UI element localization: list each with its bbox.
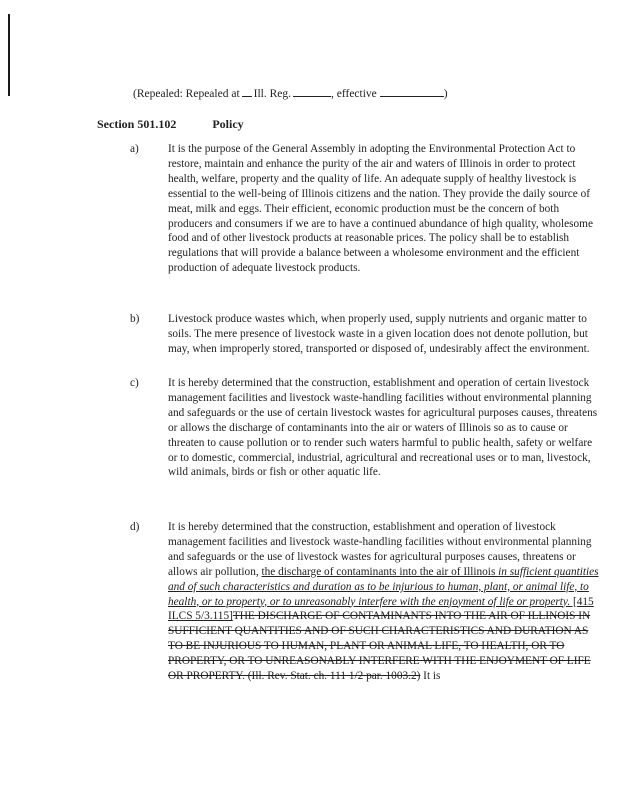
paragraph-text — [168, 520, 601, 684]
paragraph-a — [130, 142, 600, 276]
paragraph-label: a) — [130, 143, 139, 155]
section-number: Section 501.102 — [97, 117, 177, 131]
paragraph-d — [130, 520, 600, 684]
repeal-blank-1 — [242, 87, 252, 97]
text-deleted: THE DISCHARGE OF CONTAMINANTS INTO THE AIR OF ILLINOIS IN SUFFICIENT QUANTITIES AND OF SUCH CHARACTERISTICS AND DURATION AS TO BE INJURIOUS TO HUMAN, PLANT OR ANIMAL LIFE, TO HEALTH, OR TO PROPERTY, OR TO UNREASONABLY INTERFERE WITH THE ENJOYMENT OF LIFE OR PROPERTY. — [168, 610, 591, 683]
repeal-text-2: Ill. Reg. — [253, 88, 292, 100]
paragraph-text: It is hereby determined that the construction, establishment and operation of certain livestock management facilities and livestock waste-handling facilities without environmental planning and safeguards or the use of certain livestock wastes for agricultural purposes causes, threatens or allows the discharge of contaminants into the air or waters of Illinois so as to cause or threaten to cause pollution or to render such waters harmful to public health, safety or welfare or to domestic, commercial, industrial, agricultural and recreational uses or to man, livestock, wild animals, birds or fish or other aquatic life. — [168, 377, 598, 479]
section-title: Policy — [212, 117, 244, 131]
paragraph-label: c) — [130, 377, 139, 389]
repeal-text-4: ) — [443, 88, 448, 100]
repeal-note — [133, 87, 603, 100]
paragraph-text: It is the purpose of the General Assembly in adopting the Environmental Protection Act to restore, maintain and enhance the purity of the air and waters of Illinois in order to protect health, welfare, property and the quality of life. An adequate supply of healthy livestock is essential to the well-being of Illinois citizens and the nation. They provide the daily source of meat, milk and eggs. Their efficient, economic production must be the concern of both producers and consumers if we are to have a continued abundance of high quality, wholesome food and of other livestock products at reasonable prices. The policy shall be to establish regulations that will provide a balance between a wholesome environment and the efficient production of adequate livestock products. — [168, 143, 593, 275]
repeal-blank-3 — [380, 87, 444, 97]
paragraph-label: b) — [130, 313, 140, 325]
repeal-blank-2 — [293, 87, 331, 97]
text-plain: It is hereby determined that the construction, establishment and operation of livestock management facilities and livestock waste-handling facilities without environmental planning and safeguards or the use of livestock wastes for agricultural purposes causes, threatens or allows air pollution, — [168, 521, 592, 578]
text-continuation: It is — [420, 670, 441, 683]
text-deleted-citation: (Ill. Rev. Stat. ch. 111 1/2 par. 1003.2) — [244, 670, 421, 683]
scan-edge-mark — [8, 14, 10, 96]
paragraph-text: Livestock produce wastes which, when properly used, supply nutrients and organic matter to soils. The mere presence of livestock waste in a given location does not denote pollution, but may, when improperly stored, transported or disposed of, undesirably affect the environment. — [168, 313, 590, 355]
repeal-text-3: , effective — [331, 88, 377, 100]
text-inserted-quote: in sufficient quantities and of such characteristics and duration as to be injurious to human, plant, or animal life, to health, or to property, or to unreasonably interfere with the enjoyment of life or property. — [168, 565, 599, 608]
text-inserted: the discharge of contaminants into the air of Illinois — [261, 565, 499, 578]
text-inserted-citation: [415 ILCS 5/3.115] — [168, 595, 594, 623]
paragraph-b — [130, 312, 600, 357]
paragraph-label: d) — [130, 521, 140, 533]
repeal-text-1: (Repealed: Repealed at — [133, 88, 240, 100]
section-heading — [97, 117, 244, 132]
paragraph-c — [130, 376, 600, 480]
